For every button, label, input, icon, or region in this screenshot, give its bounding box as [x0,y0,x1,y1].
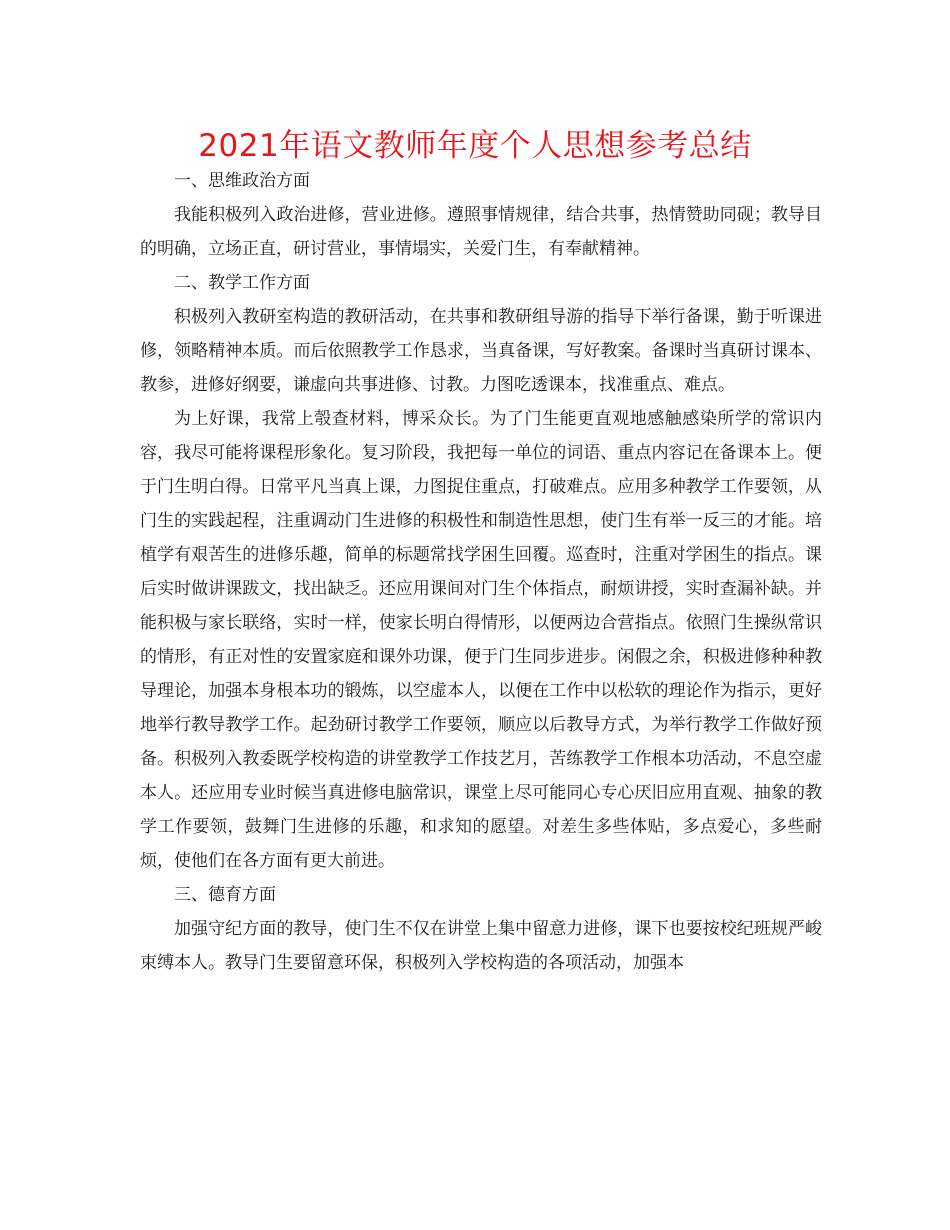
paragraph-teaching-class: 为上好课，我常上彀查材料，博采众长。为了门生能更直观地感触感染所学的常识内容，我尽可能将课程形象化。复习阶段，我把每一单位的词语、重点内容记在备课本上。便于门生明白得。日常平凡当真上课，力图捉住重点，打破难点。应用多种教学工作要领，从门生的实践起程，注重调动门生进修的积极性和制造性思想，使门生有举一反三的才能。培植学有艰苦生的进修乐趣，简单的标题常找学困生回覆。巡查时，注重对学困生的指点。课后实时做讲课跋文，找出缺乏。还应用课间对门生个体指点，耐烦讲授，实时查漏补缺。并能积极与家长联络，实时一样，使家长明白得情形，以便两边合营指点。依照门生操纵常识的情形，有正对性的安置家庭和课外功课，便于门生同步进步。闲假之余，积极进修种种教导理论，加强本身根本功的锻炼，以空虚本人，以便在工作中以松软的理论作为指示，更好地举行教导教学工作。起劲研讨教学工作要领，顺应以后教导方式，为举行教学工作做好预备。积极列入教委既学校构造的讲堂教学工作技艺月，苦练教学工作根本功活动，不息空虚本人。还应用专业时候当真进修电脑常识，课堂上尽可能同心专心厌旧应用直观、抽象的教学工作要领，鼓舞门生进修的乐趣，和求知的愿望。对差生多些体贴，多点爱心，多些耐烦，使他们在各方面有更大前进。 [140,409,822,871]
section-heading-moral: 三、德育方面 [174,885,276,905]
paragraph-teaching-prep: 积极列入教研室构造的教研活动，在共事和教研组导游的指导下举行备课，勤于听课进修，领略精神本质。而后依照教学工作恳求，当真备课，写好教案。备课时当真研讨课本、教参，进修好纲要，谦虚向共事进修、讨教。力图吃透课本，找准重点、难点。 [140,307,822,395]
document-body [140,164,822,980]
section-heading-teaching: 二、教学工作方面 [174,273,310,293]
document-title: 2021年语文教师年度个人思想参考总结 [198,128,752,164]
section-heading-politics: 一、思维政治方面 [174,171,310,191]
paragraph-moral: 加强守纪方面的教导，使门生不仅在讲堂上集中留意力进修，课下也要按校纪班规严峻束缚本人。教导门生要留意环保，积极列入学校构造的各项活动，加强本 [140,919,822,973]
paragraph-politics: 我能积极列入政治进修，营业进修。遵照事情规律，结合共事，热情赞助同砚；教导目的明确，立场正直，研讨营业，事情塌实，关爱门生，有奉献精神。 [140,205,822,259]
